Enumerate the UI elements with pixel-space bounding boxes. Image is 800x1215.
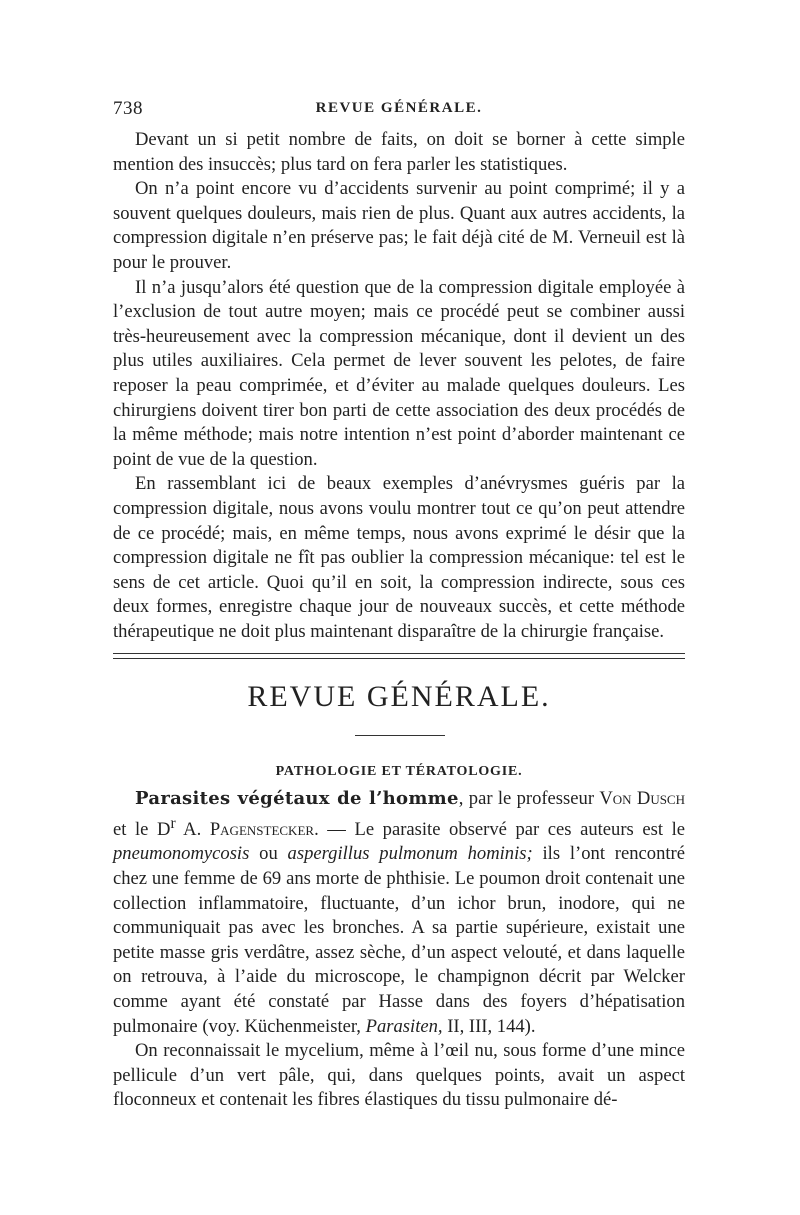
author-2: Pagenstecker <box>209 818 315 840</box>
term-aspergillus: aspergillus pulmonum hominis; <box>287 843 533 865</box>
reference-title: Parasiten, <box>365 1015 443 1037</box>
running-title: REVUE GÉNÉRALE. <box>315 100 483 116</box>
byline-text-1: , par le professeur <box>458 788 600 809</box>
section-heading: REVUE GÉNÉRALE. <box>247 680 551 713</box>
subsection-heading: PATHOLOGIE ET TÉRATOLOGIE. <box>275 764 523 779</box>
article-block <box>113 787 685 1113</box>
paragraph-3: Il n’a jusqu’alors été question que de la compression digitale employée à l’exclusion de tout autre moyen; mais ce procédé peut se combiner aussi très-heureusement avec la compression mécanique, dont il devient un des plus utiles auxiliaires. Cela permet de lever souvent les pelotes, de faire reposer la peau comprimée, et d’éviter au malade quelques douleurs. Les chirurgiens doivent tirer bon parti de cette association des deux procédés de la même méthode; mais notre intention n’est point d’aborder maintenant ce point de vue de la question. <box>113 276 685 470</box>
byline-text-2: et le D <box>113 818 171 840</box>
author-1: Von Dusch <box>599 788 685 809</box>
conjunction-ou: ou <box>249 843 288 865</box>
paragraph-4: En rassemblant ici de beaux exemples d’anévrysmes guéris par la compression digitale, nous avons voulu montrer tout ce qu’on peut attendre de ce procédé; mais, en même temps, nous avons exprimé le désir que la compression digitale ne fît pas oublier la compression mécanique: tel est le sens de cet article. Quoi qu’il en soit, la compression indirecte, sous ces deux formes, enregistre chaque jour de nouveaux succès, et cette méthode thérapeutique ne doit plus maintenant disparaître de la chirurgie française. <box>113 473 685 642</box>
paragraph-1: Devant un si petit nombre de faits, on doit se borner à cette simple mention des insuccès; plus tard on fera parler les statistiques. <box>113 129 685 175</box>
paragraph-2: On n’a point encore vu d’accidents survenir au point comprimé; il y a souvent quelques douleurs, mais rien de plus. Quant aux autres accidents, la compression digitale n’en préserve pas; le fait déjà cité de M. Verneuil est là pour le prouver. <box>113 178 685 273</box>
intro-rest: . — Le parasite observé par ces auteurs est le <box>314 818 686 840</box>
byline-text-3: A. <box>175 818 210 840</box>
term-pneumonomycosis: pneumonomycosis <box>113 843 250 865</box>
article-paragraph-1 <box>113 787 685 1039</box>
article-title: Parasites végétaux de l’homme <box>135 788 459 809</box>
paragraph-body: ils l’ont rencontré chez une femme de 69 ans morte de phthisie. Le poumon droit contenait une collection inflammatoire, fluctuante, d’un ichor brun, inodore, qui ne communiquait pas avec les bronches. A sa partie supérieure, existait une petite masse gris verdâtre, assez sèche, d’un aspect velouté, et dans laquelle on retrouva, à l’aide du microscope, le champignon décrit par Welcker comme ayant été constaté par Hasse dans des foyers d’hépatisation pulmonaire (voy. Küchenmeister, <box>113 843 685 1037</box>
running-head <box>113 98 685 124</box>
article-paragraph-2: On reconnaissait le mycelium, même à l’œil nu, sous forme d’une mince pellicule d’un vert pâle, qui, dans quelques points, avait un aspect floconneux et contenait les fibres élastiques du tissu pulmonaire dé- <box>113 1040 685 1111</box>
section-divider-rule <box>113 653 685 659</box>
heading-underline-rule <box>355 735 445 736</box>
reference-rest: II, III, 144). <box>442 1015 536 1037</box>
text-block-continued <box>113 128 685 644</box>
dr-superscript: r <box>170 814 176 832</box>
page-number: 738 <box>113 98 143 119</box>
